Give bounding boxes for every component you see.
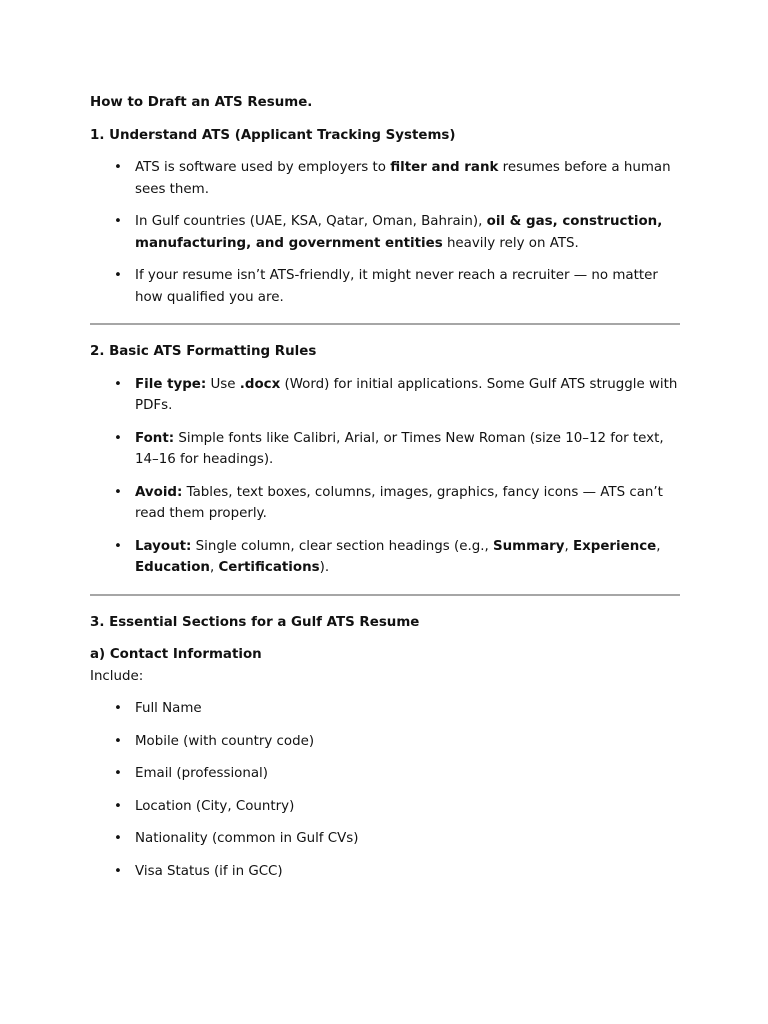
list-item: • Location (City, Country) [90, 796, 680, 818]
bullet-icon: • [114, 798, 122, 814]
section-3-heading: 3. Essential Sections for a Gulf ATS Resume [90, 614, 420, 630]
list-item: • Visa Status (if in GCC) [90, 861, 680, 883]
bullet-icon: • [114, 484, 122, 500]
section-2-list [90, 374, 680, 579]
list-item: • Nationality (common in Gulf CVs) [90, 828, 680, 850]
list-item-file-type: • File type: Use .docx (Word) for initial applications. Some Gulf ATS struggle with PDFs. [90, 374, 680, 417]
bullet-icon: • [114, 160, 122, 175]
bullet-icon: • [114, 538, 122, 554]
list-item: • Full Name [90, 698, 680, 720]
bullet-icon: • [114, 766, 122, 781]
bullet-icon: • [114, 430, 122, 446]
horizontal-divider [90, 323, 680, 325]
bullet-icon: • [114, 701, 122, 716]
bullet-icon: • [114, 831, 122, 846]
section-1-heading: 1. Understand ATS (Applicant Tracking Systems) [90, 127, 456, 143]
document-title: How to Draft an ATS Resume. [90, 95, 313, 110]
section-1-list [90, 157, 680, 308]
list-item: • Email (professional) [90, 763, 680, 785]
list-item-layout: • Layout: Single column, clear section headings (e.g., Summary, Experience, Education, Certifications). [90, 536, 680, 579]
list-item: • If your resume isn’t ATS-friendly, it might never reach a recruiter — no matter how qualified you are. [90, 265, 680, 308]
list-item: • ATS is software used by employers to filter and rank resumes before a human sees them. [90, 157, 680, 200]
bullet-icon: • [114, 863, 122, 879]
section-2-heading: 2. Basic ATS Formatting Rules [90, 344, 317, 359]
contact-info-heading: a) Contact Information [90, 647, 262, 662]
bullet-icon: • [114, 733, 122, 749]
bullet-icon: • [114, 268, 122, 283]
horizontal-divider [90, 594, 680, 596]
bullet-icon: • [114, 214, 122, 229]
list-item: • In Gulf countries (UAE, KSA, Qatar, Oman, Bahrain), oil & gas, construction, manufacturing, and government entities heavily rely on ATS. [90, 211, 680, 254]
document-page [90, 92, 680, 893]
contact-info-list [90, 698, 680, 882]
contact-info-intro: Include: [90, 668, 144, 684]
bullet-icon: • [114, 376, 122, 392]
list-item-avoid: • Avoid: Tables, text boxes, columns, images, graphics, fancy icons — ATS can’t read them properly. [90, 482, 680, 525]
list-item-font: • Font: Simple fonts like Calibri, Arial, or Times New Roman (size 10–12 for text, 14–16 for headings). [90, 428, 680, 471]
list-item: • Mobile (with country code) [90, 731, 680, 753]
